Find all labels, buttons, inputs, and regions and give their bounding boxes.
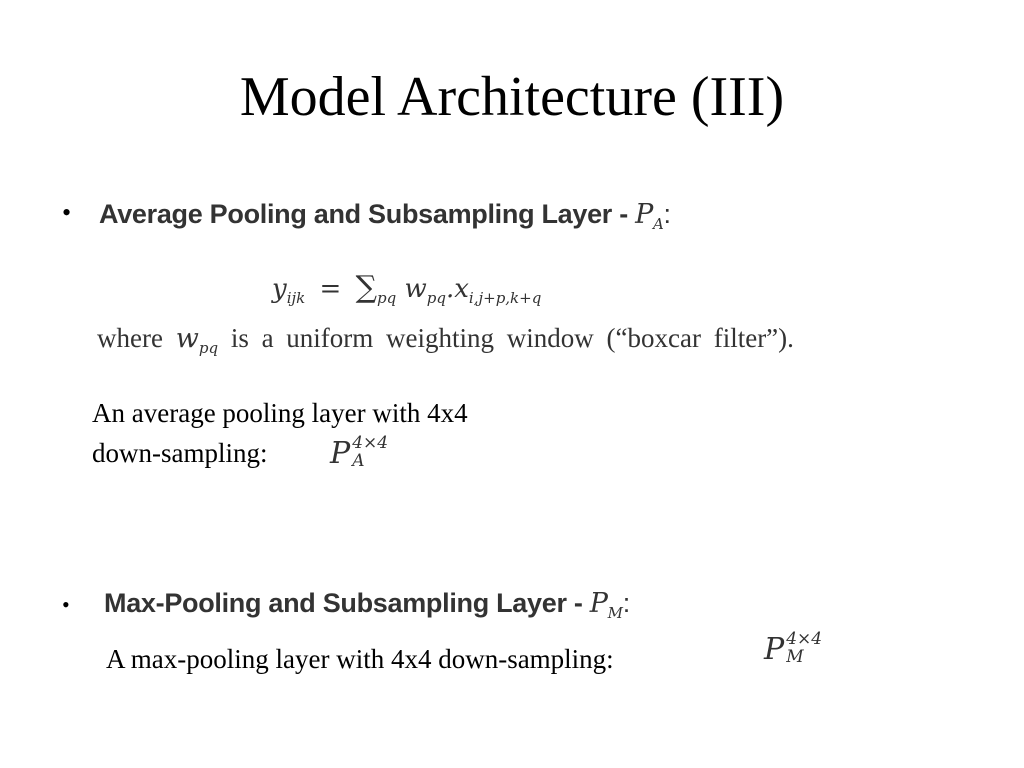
formula-lhs: y [272, 274, 287, 304]
note-symbol-sup: 4×4 [786, 629, 823, 649]
average-pooling-note-line1: An average pooling layer with 4x4 [92, 398, 468, 428]
heading-colon: : [622, 588, 630, 618]
symbol-sub: M [607, 604, 623, 622]
symbol-base: P [635, 199, 653, 230]
bullet-heading-average-pooling [99, 196, 671, 242]
average-pooling-symbol [330, 434, 388, 474]
where-symbol-base: w [175, 323, 199, 354]
heading-text: Average Pooling and Subsampling Layer - [99, 199, 636, 229]
symbol-base: P [589, 588, 608, 619]
formula-dot: . [445, 274, 455, 304]
heading-text: Max-Pooling and Subsampling Layer - [104, 588, 590, 618]
average-pooling-note-line2: down-sampling: [92, 438, 268, 468]
where-suffix: is a uniform weighting window (“boxcar filter”). [230, 323, 794, 353]
where-description [97, 320, 794, 366]
layer-symbol [589, 588, 623, 622]
bullet-marker: • [62, 592, 70, 617]
note-symbol-sub: M [786, 647, 804, 667]
where-symbol-sub: pq [198, 339, 219, 357]
max-pooling-symbol [764, 630, 822, 670]
note-symbol-base: P [764, 632, 785, 667]
formula-x: x [454, 274, 469, 304]
heading-colon: : [663, 199, 671, 229]
where-prefix: where [97, 323, 163, 353]
note-symbol-sup: 4×4 [352, 433, 389, 453]
note-symbol-base: P [330, 436, 351, 471]
bullet-heading-max-pooling [104, 585, 630, 631]
sum-sub: pq [377, 289, 397, 307]
symbol-sub: A [652, 215, 664, 233]
slide-title: Model Architecture (III) [239, 66, 785, 128]
average-pooling-formula [272, 268, 541, 318]
layer-symbol [635, 199, 664, 233]
formula-lhs-sub: ijk [286, 289, 306, 307]
formula-equals: = [319, 274, 342, 304]
formula-w: w [404, 274, 427, 304]
where-symbol [175, 323, 219, 357]
note-symbol-sub: A [352, 451, 365, 471]
max-pooling-note: A max-pooling layer with 4x4 down-sampling: [106, 644, 614, 674]
sum-symbol: ∑ [355, 270, 377, 305]
bullet-marker: • [62, 198, 72, 227]
formula-x-sub: i,j+p,k+q [468, 289, 542, 307]
formula-w-sub: pq [426, 289, 446, 307]
